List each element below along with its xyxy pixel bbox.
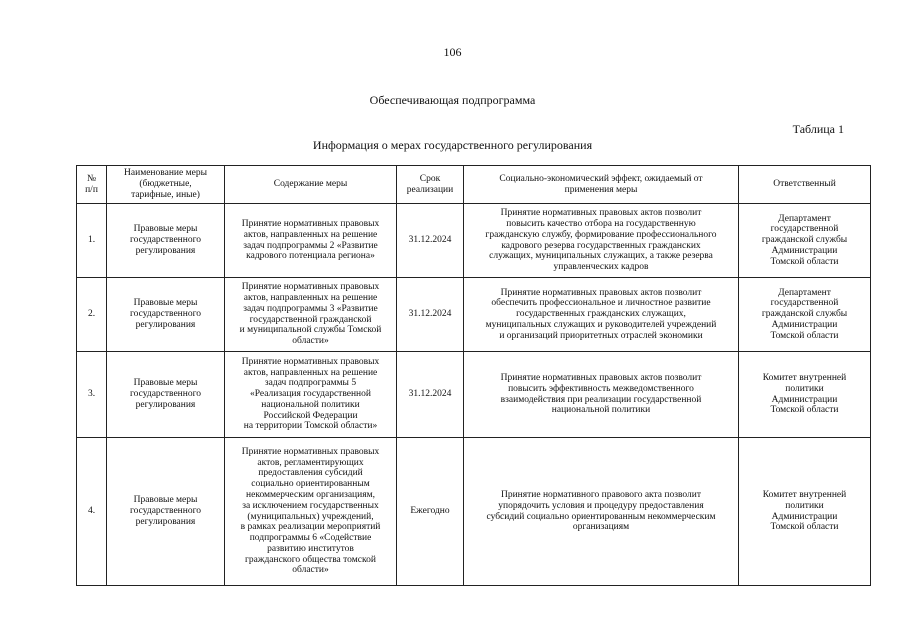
header-deadline (397, 166, 464, 204)
cell-text-line: Принятие нормативных правовых актов позволит (500, 208, 702, 219)
cell-text-line: за исключением государственных (242, 500, 379, 511)
cell-text-line: задач подпрограммы 5 (264, 378, 357, 389)
cell-text-line: Содержание меры (273, 179, 348, 190)
cell-text-line: гражданского общества томской (245, 554, 376, 565)
header-number (77, 166, 107, 204)
cell-text-line: тарифные, иные) (131, 189, 200, 200)
cell-text-line: управленческих кадров (553, 262, 649, 273)
effect-cell (464, 278, 739, 352)
cell-text-line: области» (292, 336, 329, 347)
cell-text-line: Администрации (771, 394, 838, 405)
cell-text-line: Администрации (771, 511, 838, 522)
cell-text-line: Томской области (770, 256, 839, 267)
cell-text-line: регулирования (135, 516, 196, 527)
content-cell (225, 352, 397, 438)
cell-text-line: Правовые меры (133, 378, 198, 389)
cell-text-line: гражданской службы (761, 309, 848, 320)
cell-text-line: актов, направленных на решение (243, 292, 378, 303)
cell-text-line: Комитет внутренней (762, 372, 847, 383)
cell-text-line: п/п (85, 184, 98, 195)
measure-type-cell (107, 352, 225, 438)
cell-text-line: применения меры (564, 184, 638, 195)
deadline-cell: 31.12.2024 (397, 352, 464, 438)
responsible-cell (739, 352, 871, 438)
cell-text-line: служащих, муниципальных служащих, а также резерва (489, 251, 713, 262)
cell-text-line: Принятие нормативного правового акта позволит (500, 489, 702, 500)
cell-text-line: (бюджетные, (139, 179, 192, 190)
cell-text-line: Принятие нормативных правовых актов позволит (500, 287, 702, 298)
measures-table (76, 165, 871, 586)
cell-text-line: актов, направленных на решение (243, 367, 378, 378)
cell-text-line: взаимодействия при реализации государственной (500, 394, 702, 405)
cell-text-line: некоммерческим организациям, (246, 489, 375, 500)
responsible-cell (739, 278, 871, 352)
table-row (77, 438, 871, 586)
cell-text-line: обеспечить профессиональное и личностное развитие (491, 298, 711, 309)
header-responsible (739, 166, 871, 204)
cell-text-line: субсидий социально ориентированным некоммерческим (486, 511, 716, 522)
cell-text-line: государственного (129, 309, 202, 320)
page-number: 106 (443, 45, 462, 59)
cell-text-line: Департамент (778, 287, 831, 298)
cell-text-line: области» (292, 565, 329, 576)
cell-text-line: кадрового резерва государственных гражданских (501, 240, 701, 251)
cell-text-line: Принятие нормативных правовых (241, 356, 380, 367)
cell-text-line: регулирования (135, 399, 196, 410)
effect-cell (464, 204, 739, 278)
cell-text-line: и муниципальной службы Томской (239, 325, 382, 336)
cell-text-line: национальной политики (551, 405, 651, 416)
measure-type-cell (107, 204, 225, 278)
cell-text-line: реализации (406, 184, 454, 195)
cell-text-line: повысить эффективность межведомственного (508, 383, 694, 394)
cell-text-line: регулирования (135, 245, 196, 256)
deadline-cell: 31.12.2024 (397, 204, 464, 278)
cell-text-line: Принятие нормативных правовых (241, 446, 380, 457)
header-effect (464, 166, 739, 204)
cell-text-line: на территории Томской области» (243, 421, 378, 432)
cell-text-line: Срок (419, 173, 441, 184)
cell-text-line: Принятие нормативных правовых актов позволит (500, 372, 702, 383)
cell-text-line: Томской области (770, 522, 839, 533)
cell-text-line: государственной гражданской (249, 314, 372, 325)
cell-text-line: Принятие нормативных правовых (241, 282, 380, 293)
cell-text-line: Администрации (771, 245, 838, 256)
content-cell (225, 438, 397, 586)
cell-text-line: повысить качество отбора на государственную (506, 218, 696, 229)
cell-text-line: подпрограммы 6 «Содействие (249, 533, 372, 544)
cell-text-line: (муниципальных) учреждений, (247, 511, 374, 522)
cell-text-line: Комитет внутренней (762, 489, 847, 500)
cell-text-line: гражданскую службу, формирование профессионального (485, 229, 717, 240)
cell-text-line: гражданской службы (761, 235, 848, 246)
row-number: 3. (77, 352, 107, 438)
content-cell (225, 204, 397, 278)
cell-text-line: социально ориентированным (251, 479, 370, 490)
measure-type-cell (107, 278, 225, 352)
deadline-cell: Ежегодно (397, 438, 464, 586)
header-measure-type (107, 166, 225, 204)
cell-text-line: Социально-экономический эффект, ожидаемый от (499, 173, 703, 184)
cell-text-line: Принятие нормативных правовых (241, 218, 380, 229)
measure-type-cell (107, 438, 225, 586)
table-title: Информация о мерах государственного регулирования (312, 138, 593, 152)
cell-text-line: Томской области (770, 330, 839, 341)
cell-text-line: государственной (770, 224, 839, 235)
cell-text-line: в рамках реализации мероприятий (240, 522, 381, 533)
cell-text-line: государственного (129, 235, 202, 246)
responsible-cell (739, 204, 871, 278)
table-row (77, 278, 871, 352)
cell-text-line: упорядочить условия и процедуру предоставления (498, 500, 704, 511)
row-number: 2. (77, 278, 107, 352)
cell-text-line: кадрового потенциала региона» (246, 251, 375, 262)
table-row (77, 352, 871, 438)
cell-text-line: политики (785, 383, 824, 394)
cell-text-line: Департамент (778, 213, 831, 224)
cell-text-line: Правовые меры (133, 224, 198, 235)
cell-text-line: политики (785, 500, 824, 511)
table-label: Таблица 1 (792, 122, 844, 136)
cell-text-line: национальной политики (261, 399, 360, 410)
effect-cell (464, 352, 739, 438)
cell-text-line: муниципальных служащих и руководителей учреждений (485, 319, 717, 330)
cell-text-line: актов, регламентирующих (257, 457, 364, 468)
deadline-cell: 31.12.2024 (397, 278, 464, 352)
cell-text-line: Правовые меры (133, 298, 198, 309)
cell-text-line: актов, направленных на решение (243, 229, 378, 240)
table-row (77, 204, 871, 278)
cell-text-line: Правовые меры (133, 495, 198, 506)
cell-text-line: предоставления субсидий (258, 468, 363, 479)
cell-text-line: задач подпрограммы 3 «Развитие (243, 303, 378, 314)
cell-text-line: Администрации (771, 319, 838, 330)
table-header-row (77, 166, 871, 204)
subprogram-title: Обеспечивающая подпрограмма (369, 93, 536, 107)
row-number: 4. (77, 438, 107, 586)
cell-text-line: организациям (572, 522, 630, 533)
header-content (225, 166, 397, 204)
cell-text-line: государственных гражданских служащих, (516, 309, 686, 320)
cell-text-line: Томской области (770, 405, 839, 416)
cell-text-line: «Реализация государственной (250, 389, 371, 400)
cell-text-line: Российской Федерации (263, 410, 358, 421)
cell-text-line: № (86, 173, 97, 184)
cell-text-line: государственного (129, 389, 202, 400)
responsible-cell (739, 438, 871, 586)
row-number: 1. (77, 204, 107, 278)
cell-text-line: Наименование меры (124, 168, 207, 179)
cell-text-line: Ответственный (773, 179, 836, 190)
cell-text-line: государственного (129, 506, 202, 517)
cell-text-line: задач подпрограммы 2 «Развитие (243, 240, 378, 251)
content-cell (225, 278, 397, 352)
cell-text-line: регулирования (135, 319, 196, 330)
cell-text-line: и организаций приоритетных отраслей экономики (499, 330, 703, 341)
effect-cell (464, 438, 739, 586)
cell-text-line: государственной (770, 298, 839, 309)
cell-text-line: развитию институтов (267, 543, 354, 554)
